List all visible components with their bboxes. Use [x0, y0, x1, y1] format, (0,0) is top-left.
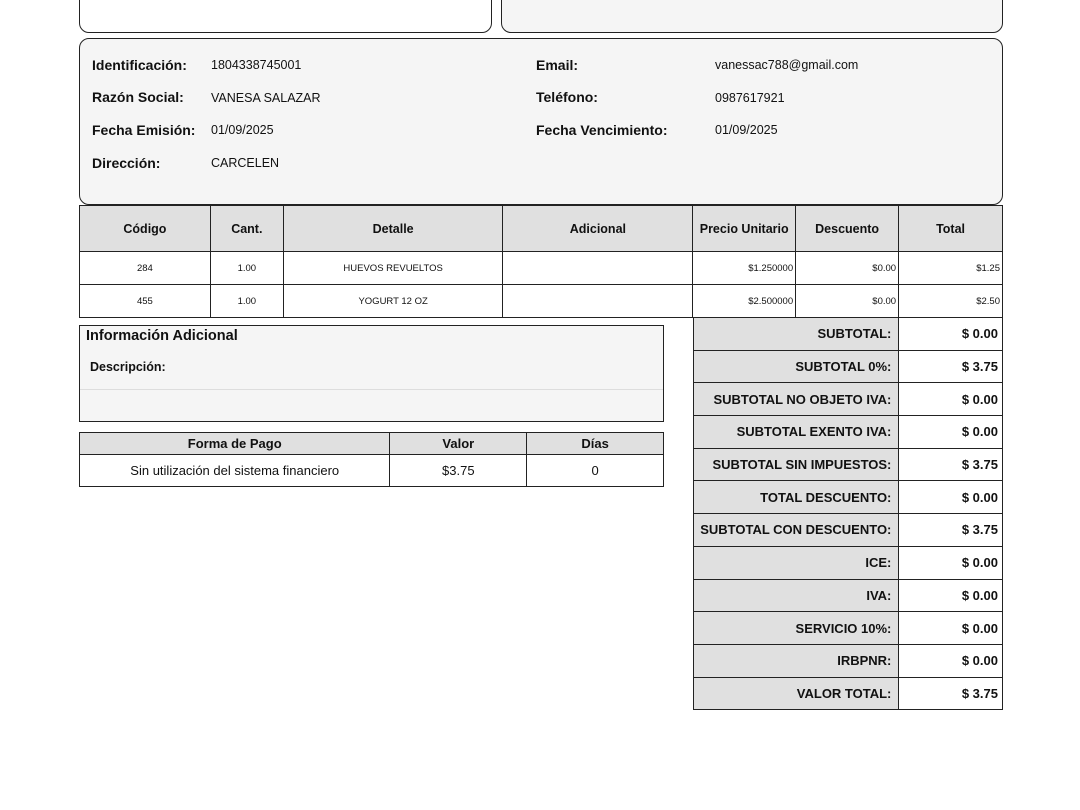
- email-label: Email:: [536, 57, 579, 73]
- col-header-unit-price: Precio Unitario: [693, 206, 796, 252]
- invoice-info-box: [501, 0, 1003, 33]
- id-label: Identificación:: [92, 57, 187, 73]
- totals-row: [694, 481, 1003, 514]
- total-label: TOTAL DESCUENTO:: [694, 481, 899, 514]
- total-label: IRBPNR:: [694, 644, 899, 677]
- cell-code: 284: [80, 252, 211, 285]
- grand-total-label: VALOR TOTAL:: [694, 677, 899, 710]
- totals-row: [694, 579, 1003, 612]
- totals-table: [693, 317, 1003, 710]
- cell-total: $1.25: [899, 252, 1003, 285]
- cell-detail: HUEVOS REVUELTOS: [283, 252, 503, 285]
- payment-header-row: [80, 433, 664, 455]
- cell-unit-price: $2.500000: [693, 285, 796, 318]
- total-value: $ 3.75: [899, 350, 1003, 383]
- due-date-label: Fecha Vencimiento:: [536, 122, 668, 138]
- total-value: $ 0.00: [899, 416, 1003, 449]
- cell-code: 455: [80, 285, 211, 318]
- totals-row: [694, 350, 1003, 383]
- cell-discount: $0.00: [796, 285, 899, 318]
- client-info-box: [79, 38, 1003, 205]
- total-label: SUBTOTAL NO OBJETO IVA:: [694, 383, 899, 416]
- total-label: IVA:: [694, 579, 899, 612]
- name-label: Razón Social:: [92, 89, 184, 105]
- phone-value: 0987617921: [715, 91, 785, 105]
- totals-row: [694, 612, 1003, 645]
- col-header-payment-method: Forma de Pago: [80, 433, 390, 455]
- total-value: $ 3.75: [899, 448, 1003, 481]
- total-label: SUBTOTAL CON DESCUENTO:: [694, 514, 899, 547]
- cell-payment-value: $3.75: [390, 455, 527, 487]
- totals-row: [694, 644, 1003, 677]
- total-value: $ 0.00: [899, 612, 1003, 645]
- cell-additional: [503, 252, 693, 285]
- address-label: Dirección:: [92, 155, 161, 171]
- col-header-payment-value: Valor: [390, 433, 527, 455]
- additional-info-title: Información Adicional: [86, 328, 238, 344]
- total-label: SUBTOTAL:: [694, 318, 899, 351]
- id-value: 1804338745001: [211, 58, 302, 72]
- table-row: [80, 285, 1003, 318]
- additional-info-box: [79, 325, 664, 422]
- totals-row: [694, 546, 1003, 579]
- cell-additional: [503, 285, 693, 318]
- table-row: [80, 252, 1003, 285]
- total-label: SERVICIO 10%:: [694, 612, 899, 645]
- cell-discount: $0.00: [796, 252, 899, 285]
- col-header-detail: Detalle: [283, 206, 503, 252]
- totals-row: [694, 416, 1003, 449]
- table-row: [80, 455, 664, 487]
- cell-payment-days: 0: [527, 455, 664, 487]
- totals-row: [694, 677, 1003, 710]
- col-header-total: Total: [899, 206, 1003, 252]
- cell-total: $2.50: [899, 285, 1003, 318]
- col-header-payment-days: Días: [527, 433, 664, 455]
- due-date-value: 01/09/2025: [715, 123, 778, 137]
- issue-date-value: 01/09/2025: [211, 123, 274, 137]
- items-table: [79, 205, 1003, 318]
- total-value: $ 0.00: [899, 579, 1003, 612]
- items-header-row: [80, 206, 1003, 252]
- col-header-code: Código: [80, 206, 211, 252]
- issue-date-label: Fecha Emisión:: [92, 122, 196, 138]
- col-header-qty: Cant.: [210, 206, 283, 252]
- name-value: VANESA SALAZAR: [211, 91, 321, 105]
- total-label: SUBTOTAL SIN IMPUESTOS:: [694, 448, 899, 481]
- totals-row: [694, 448, 1003, 481]
- totals-row: [694, 514, 1003, 547]
- total-value: $ 0.00: [899, 318, 1003, 351]
- issuer-info-box: [79, 0, 492, 33]
- total-label: SUBTOTAL 0%:: [694, 350, 899, 383]
- phone-label: Teléfono:: [536, 89, 598, 105]
- payment-table: [79, 432, 664, 487]
- total-value: $ 0.00: [899, 546, 1003, 579]
- totals-row: [694, 318, 1003, 351]
- address-value: CARCELEN: [211, 156, 280, 170]
- grand-total-value: $ 3.75: [899, 677, 1003, 710]
- col-header-discount: Descuento: [796, 206, 899, 252]
- total-value: $ 0.00: [899, 481, 1003, 514]
- totals-row: [694, 383, 1003, 416]
- cell-qty: 1.00: [210, 285, 283, 318]
- total-value: $ 3.75: [899, 514, 1003, 547]
- description-divider: [80, 389, 663, 390]
- cell-detail: YOGURT 12 OZ: [283, 285, 503, 318]
- total-value: $ 0.00: [899, 644, 1003, 677]
- cell-payment-method: Sin utilización del sistema financiero: [80, 455, 390, 487]
- description-label: Descripción:: [90, 360, 166, 374]
- email-value: vanessac788@gmail.com: [715, 58, 859, 72]
- cell-qty: 1.00: [210, 252, 283, 285]
- cell-unit-price: $1.250000: [693, 252, 796, 285]
- total-value: $ 0.00: [899, 383, 1003, 416]
- total-label: ICE:: [694, 546, 899, 579]
- col-header-additional: Adicional: [503, 206, 693, 252]
- total-label: SUBTOTAL EXENTO IVA:: [694, 416, 899, 449]
